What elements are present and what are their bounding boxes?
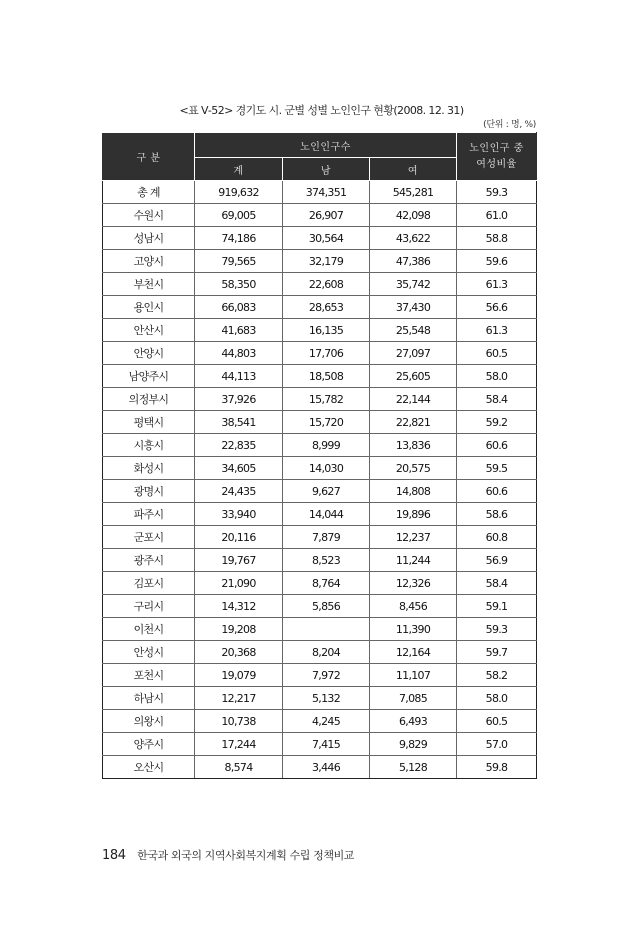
- cell-total: 44,113: [195, 365, 283, 388]
- cell-name: 안성시: [103, 641, 195, 664]
- cell-female: 12,164: [370, 641, 457, 664]
- cell-ratio: 60.8: [457, 526, 537, 549]
- cell-total: 10,738: [195, 710, 283, 733]
- cell-female: 25,548: [370, 319, 457, 342]
- table-row: [103, 342, 537, 365]
- table-row: [103, 273, 537, 296]
- cell-female: 22,144: [370, 388, 457, 411]
- table-row: [103, 181, 537, 204]
- cell-female: 37,430: [370, 296, 457, 319]
- cell-total: 17,244: [195, 733, 283, 756]
- cell-ratio: 60.6: [457, 480, 537, 503]
- cell-ratio: 58.2: [457, 664, 537, 687]
- cell-total: 38,541: [195, 411, 283, 434]
- cell-name: 의왕시: [103, 710, 195, 733]
- cell-total: 22,835: [195, 434, 283, 457]
- cell-male: 18,508: [283, 365, 370, 388]
- cell-male: 5,856: [283, 595, 370, 618]
- cell-male: 7,879: [283, 526, 370, 549]
- cell-name: 총 계: [103, 181, 195, 204]
- cell-male: 8,999: [283, 434, 370, 457]
- cell-male: 374,351: [283, 181, 370, 204]
- cell-name: 수원시: [103, 204, 195, 227]
- table-row: [103, 664, 537, 687]
- cell-ratio: 58.6: [457, 503, 537, 526]
- cell-female: 11,390: [370, 618, 457, 641]
- cell-female: 35,742: [370, 273, 457, 296]
- cell-name: 용인시: [103, 296, 195, 319]
- cell-total: 19,208: [195, 618, 283, 641]
- cell-ratio: 61.3: [457, 273, 537, 296]
- cell-male: 26,907: [283, 204, 370, 227]
- elderly-population-table: [102, 132, 537, 779]
- cell-ratio: 57.0: [457, 733, 537, 756]
- cell-total: 12,217: [195, 687, 283, 710]
- cell-name: 군포시: [103, 526, 195, 549]
- cell-name: 시흥시: [103, 434, 195, 457]
- table-row: [103, 526, 537, 549]
- cell-female: 42,098: [370, 204, 457, 227]
- cell-ratio: 59.8: [457, 756, 537, 779]
- cell-male: 32,179: [283, 250, 370, 273]
- cell-total: 69,005: [195, 204, 283, 227]
- table-header: [103, 133, 537, 181]
- table-row: [103, 503, 537, 526]
- cell-total: 14,312: [195, 595, 283, 618]
- cell-male: 8,764: [283, 572, 370, 595]
- book-title: 한국과 외국의 지역사회복지계획 수립 정책비교: [137, 849, 355, 862]
- header-category: 구 분: [103, 133, 195, 181]
- table-body: [103, 181, 537, 779]
- cell-male: 5,132: [283, 687, 370, 710]
- cell-male: 9,627: [283, 480, 370, 503]
- cell-male: 16,135: [283, 319, 370, 342]
- table-row: [103, 618, 537, 641]
- header-female-ratio: [457, 133, 537, 181]
- cell-name: 안양시: [103, 342, 195, 365]
- cell-male: 14,030: [283, 457, 370, 480]
- cell-total: 44,803: [195, 342, 283, 365]
- cell-ratio: 59.3: [457, 618, 537, 641]
- cell-male: 14,044: [283, 503, 370, 526]
- header-elderly-population: 노인인구수: [195, 133, 457, 158]
- table-row: [103, 227, 537, 250]
- cell-name: 안산시: [103, 319, 195, 342]
- cell-name: 양주시: [103, 733, 195, 756]
- cell-male: 17,706: [283, 342, 370, 365]
- cell-ratio: 61.0: [457, 204, 537, 227]
- cell-male: 7,972: [283, 664, 370, 687]
- cell-ratio: 60.5: [457, 342, 537, 365]
- table-row: [103, 296, 537, 319]
- cell-female: 19,896: [370, 503, 457, 526]
- cell-total: 79,565: [195, 250, 283, 273]
- cell-ratio: 59.7: [457, 641, 537, 664]
- cell-female: 11,244: [370, 549, 457, 572]
- cell-name: 포천시: [103, 664, 195, 687]
- cell-total: 34,605: [195, 457, 283, 480]
- cell-male: 15,782: [283, 388, 370, 411]
- cell-ratio: 56.6: [457, 296, 537, 319]
- cell-female: 545,281: [370, 181, 457, 204]
- cell-total: 58,350: [195, 273, 283, 296]
- cell-name: 화성시: [103, 457, 195, 480]
- cell-name: 부천시: [103, 273, 195, 296]
- cell-male: 30,564: [283, 227, 370, 250]
- cell-name: 광명시: [103, 480, 195, 503]
- table-row: [103, 411, 537, 434]
- cell-name: 고양시: [103, 250, 195, 273]
- cell-ratio: 60.6: [457, 434, 537, 457]
- page-number: 184: [102, 848, 126, 863]
- table-row: [103, 480, 537, 503]
- page-footer: [102, 847, 354, 863]
- table-row: [103, 319, 537, 342]
- table-row: [103, 549, 537, 572]
- cell-ratio: 59.5: [457, 457, 537, 480]
- cell-ratio: 58.4: [457, 388, 537, 411]
- cell-male: 22,608: [283, 273, 370, 296]
- cell-total: 21,090: [195, 572, 283, 595]
- header-total: 계: [195, 158, 283, 181]
- cell-name: 광주시: [103, 549, 195, 572]
- cell-ratio: 59.6: [457, 250, 537, 273]
- cell-male: 15,720: [283, 411, 370, 434]
- table-row: [103, 641, 537, 664]
- table-row: [103, 434, 537, 457]
- cell-name: 의정부시: [103, 388, 195, 411]
- cell-name: 남양주시: [103, 365, 195, 388]
- cell-ratio: 56.9: [457, 549, 537, 572]
- cell-ratio: 61.3: [457, 319, 537, 342]
- cell-total: 24,435: [195, 480, 283, 503]
- cell-total: 19,079: [195, 664, 283, 687]
- cell-female: 12,326: [370, 572, 457, 595]
- table-row: [103, 250, 537, 273]
- cell-name: 오산시: [103, 756, 195, 779]
- cell-name: 성남시: [103, 227, 195, 250]
- table-row: [103, 204, 537, 227]
- header-female: 여: [370, 158, 457, 181]
- cell-female: 27,097: [370, 342, 457, 365]
- cell-total: 20,368: [195, 641, 283, 664]
- cell-female: 47,386: [370, 250, 457, 273]
- header-ratio-line2: 여성비율: [476, 158, 517, 170]
- cell-ratio: 60.5: [457, 710, 537, 733]
- table-caption: <표 Ⅴ-52> 경기도 시. 군별 성별 노인인구 현황(2008. 12. 31): [179, 104, 464, 117]
- cell-total: 33,940: [195, 503, 283, 526]
- table-row: [103, 756, 537, 779]
- cell-female: 20,575: [370, 457, 457, 480]
- cell-female: 25,605: [370, 365, 457, 388]
- cell-ratio: 58.0: [457, 365, 537, 388]
- cell-male: 3,446: [283, 756, 370, 779]
- cell-name: 평택시: [103, 411, 195, 434]
- cell-female: 8,456: [370, 595, 457, 618]
- table-row: [103, 388, 537, 411]
- cell-total: 19,767: [195, 549, 283, 572]
- table-row: [103, 572, 537, 595]
- header-ratio-line1: 노인인구 중: [469, 142, 524, 154]
- cell-male: 7,415: [283, 733, 370, 756]
- cell-ratio: 59.3: [457, 181, 537, 204]
- cell-total: 919,632: [195, 181, 283, 204]
- cell-female: 22,821: [370, 411, 457, 434]
- cell-ratio: 59.1: [457, 595, 537, 618]
- cell-female: 5,128: [370, 756, 457, 779]
- cell-female: 43,622: [370, 227, 457, 250]
- cell-total: 37,926: [195, 388, 283, 411]
- table-row: [103, 710, 537, 733]
- cell-ratio: 59.2: [457, 411, 537, 434]
- unit-note: (단위 : 명, %): [483, 120, 536, 130]
- cell-name: 이천시: [103, 618, 195, 641]
- cell-name: 하남시: [103, 687, 195, 710]
- cell-female: 12,237: [370, 526, 457, 549]
- cell-female: 13,836: [370, 434, 457, 457]
- table-row: [103, 733, 537, 756]
- cell-name: 김포시: [103, 572, 195, 595]
- cell-male: 4,245: [283, 710, 370, 733]
- cell-ratio: 58.0: [457, 687, 537, 710]
- header-male: 남: [283, 158, 370, 181]
- cell-female: 11,107: [370, 664, 457, 687]
- cell-male: 8,523: [283, 549, 370, 572]
- cell-total: 41,683: [195, 319, 283, 342]
- cell-female: 6,493: [370, 710, 457, 733]
- cell-total: 74,186: [195, 227, 283, 250]
- cell-ratio: 58.4: [457, 572, 537, 595]
- cell-male: [283, 618, 370, 641]
- table-row: [103, 687, 537, 710]
- cell-total: 8,574: [195, 756, 283, 779]
- cell-name: 파주시: [103, 503, 195, 526]
- cell-female: 14,808: [370, 480, 457, 503]
- table-row: [103, 365, 537, 388]
- table-row: [103, 457, 537, 480]
- cell-female: 9,829: [370, 733, 457, 756]
- cell-male: 28,653: [283, 296, 370, 319]
- cell-ratio: 58.8: [457, 227, 537, 250]
- cell-female: 7,085: [370, 687, 457, 710]
- table-row: [103, 595, 537, 618]
- cell-total: 66,083: [195, 296, 283, 319]
- cell-total: 20,116: [195, 526, 283, 549]
- cell-male: 8,204: [283, 641, 370, 664]
- cell-name: 구리시: [103, 595, 195, 618]
